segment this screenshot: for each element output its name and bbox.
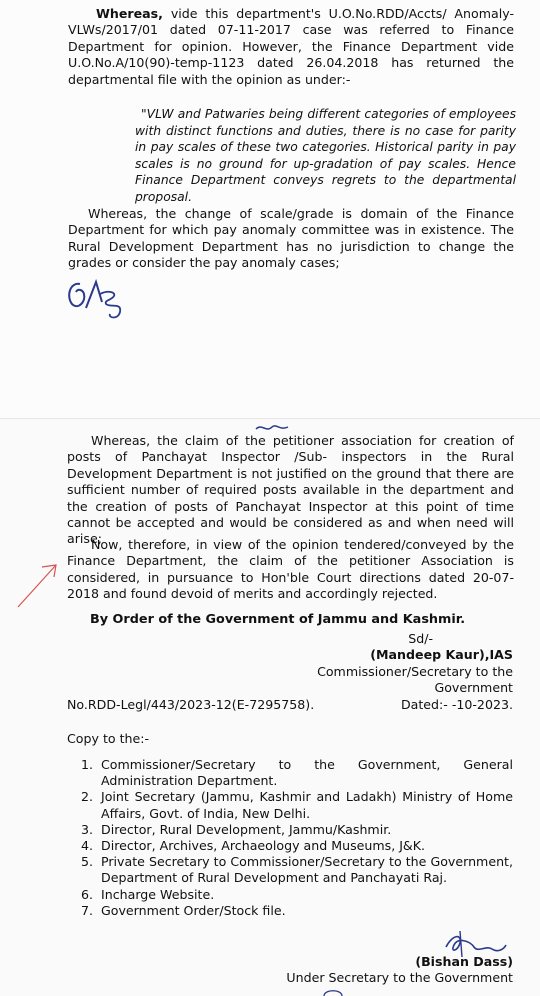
copy-to-list	[67, 757, 513, 919]
paragraph-whereas-2	[68, 206, 514, 272]
order-date: Dated:- -10-2023.	[400, 697, 513, 712]
paragraph-body: Whereas, the claim of the petitioner association for creation of posts of Panchayat Inspector /Sub- inspectors in the Rural Development Department is not justified on the ground that there are sufficient number of required posts available in the department and the creation of posts of Panchayat Inspector at this point of time cannot be accepted and would be considered as and when need will arise;	[67, 433, 514, 547]
list-item: 4. Director, Archives, Archaeology and Museums, J&K.	[97, 838, 513, 854]
copy-to-label: Copy to the:-	[67, 731, 150, 746]
initials-signature	[62, 272, 142, 332]
undersigned-name: (Bishan Dass)	[415, 954, 513, 969]
paragraph-body: Whereas, the change of scale/grade is domain of the Finance Department for which pay anomaly committee was in existence. The Rural Development Department has no jurisdiction to change the grades or consider the pay anomaly cases;	[68, 206, 514, 271]
signatory-name: (Mandeep Kaur),IAS	[370, 647, 513, 663]
list-item: 7. Government Order/Stock file.	[97, 903, 513, 919]
quote-text: "VLW and Patwaries being different categories of employees with distinct functions and duties, there is no case for parity in pay scales of these two categories. Historical parity in pay scales is no ground for up-gradation of pay scales. Hence Finance Department conveys regrets to the departmental proposal.	[135, 107, 516, 204]
list-item: 2. Joint Secretary (Jammu, Kashmir and Ladakh) Ministry of Home Affairs, Govt. of India, New Delhi.	[97, 789, 513, 821]
list-item: 6. Incharge Website.	[97, 887, 513, 903]
order-number: No.RDD-Legl/443/2023-12(E-7295758).	[67, 697, 315, 712]
sd-mark: Sd/-	[408, 631, 433, 646]
paragraph-body: vide this department's U.O.No.RDD/Accts/ Anomaly-VLWs/2017/01 dated 07-11-2017 case was referred to Finance Department for opinion. However, the Finance Department vide U.O.No.A/10(90)-temp-1123 dated 26.04.2018 has returned the departmental file with the opinion as under:-	[68, 6, 514, 87]
red-pen-arrow-mark	[14, 559, 62, 611]
document-page-1	[0, 0, 540, 418]
undersigned-title: Under Secretary to the Government	[286, 970, 513, 986]
undersigned-block	[250, 954, 513, 987]
list-item: 3. Director, Rural Development, Jammu/Kashmir.	[97, 822, 513, 838]
copy-to-heading	[67, 731, 513, 747]
order-line	[90, 612, 514, 628]
paragraph-now-therefore	[67, 537, 514, 603]
paragraph-whereas-1	[68, 6, 514, 88]
paragraph-lead: Whereas,	[96, 6, 163, 21]
reference-line	[67, 697, 513, 713]
signatory-title: Commissioner/Secretary to the Government	[317, 663, 513, 696]
paragraph-whereas-3	[67, 433, 514, 548]
finance-opinion-quote	[135, 106, 516, 206]
list-item: 5. Private Secretary to Commissioner/Secretary to the Government, Department of Rural Development and Panchayati Raj.	[97, 854, 513, 886]
document-page-2	[0, 418, 540, 996]
list-item: 1. Commissioner/Secretary to the Government, General Administration Department.	[97, 757, 513, 789]
paragraph-body: Now, therefore, in view of the opinion tendered/conveyed by the Finance Department, the claim of the petitioner Association is considered, in pursuance to Hon'ble Court directions dated 20-07-2018 and found devoid of merits and accordingly rejected.	[67, 537, 514, 602]
signatory-block	[250, 631, 513, 697]
order-line-text: By Order of the Government of Jammu and Kashmir.	[90, 612, 466, 627]
